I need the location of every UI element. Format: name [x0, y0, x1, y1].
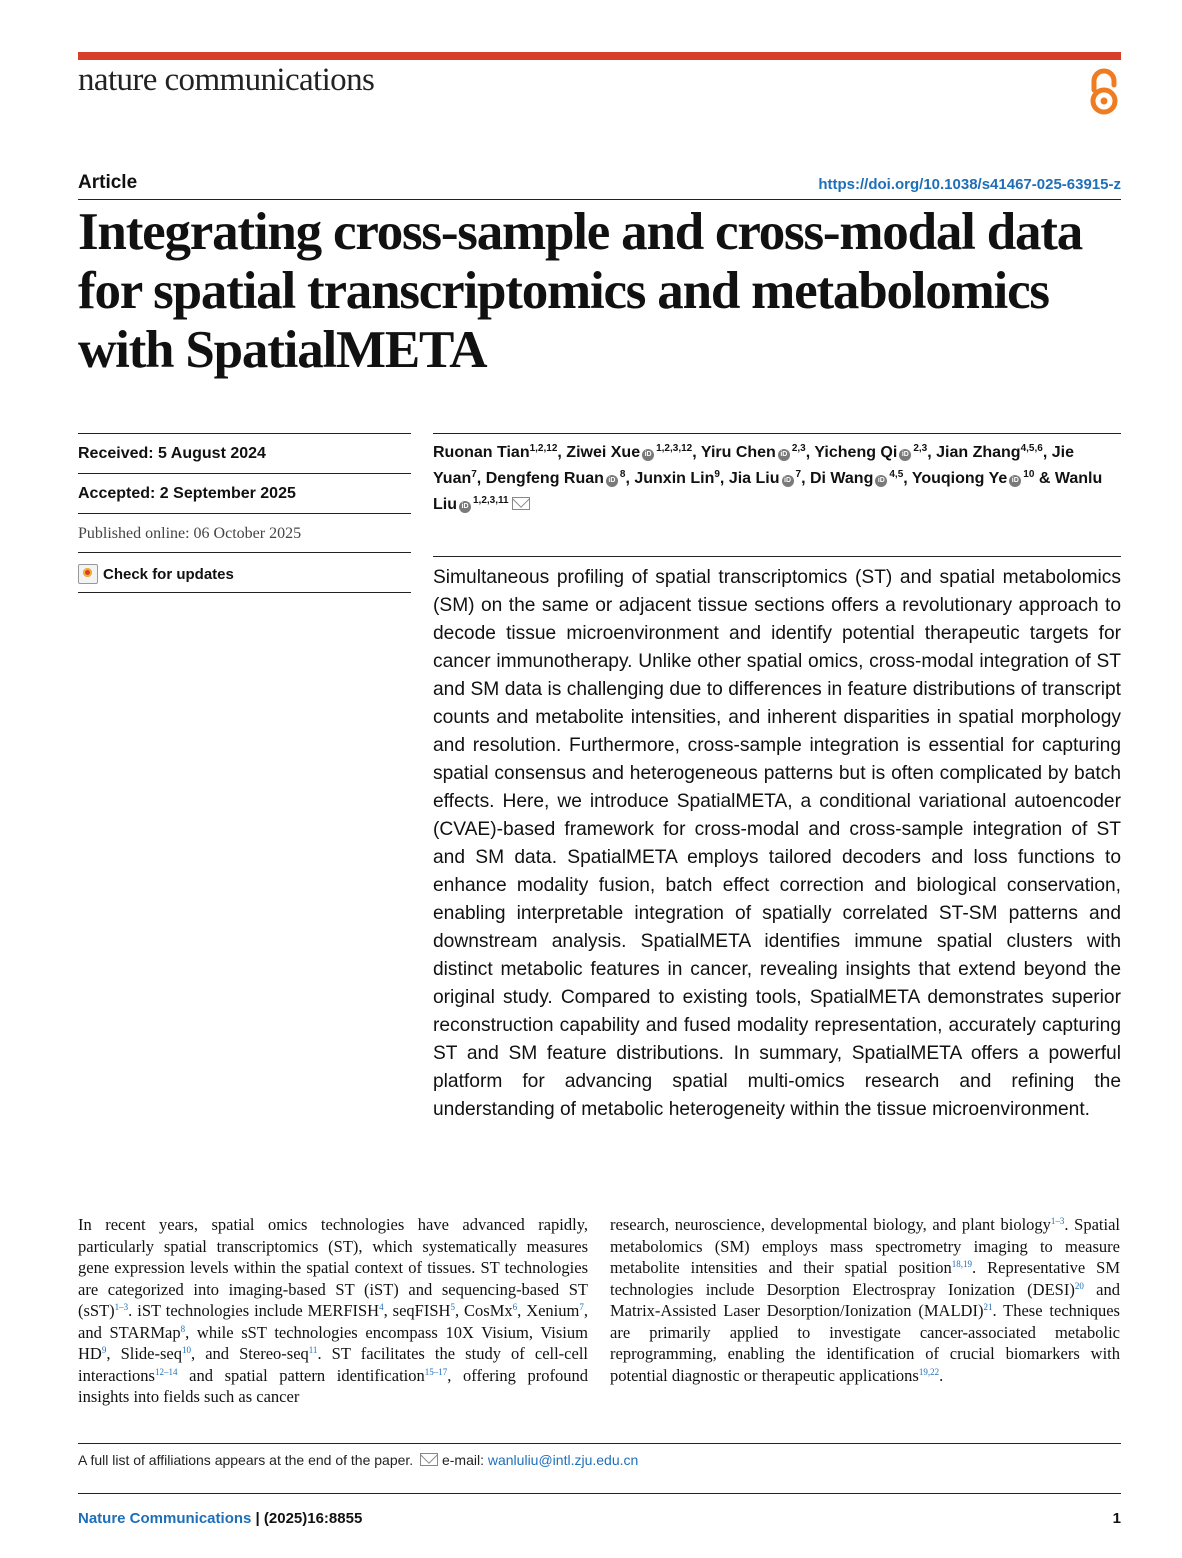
author-separator: ,: [557, 444, 567, 461]
citation-ref[interactable]: 15–17: [424, 1366, 448, 1377]
citation-ref[interactable]: 11: [308, 1345, 318, 1355]
body-text: and Matrix-Assisted Laser Desorption/Ionization (MALDI): [610, 1279, 1120, 1320]
article-type: Article: [78, 172, 138, 193]
body-column-right: [610, 1214, 1120, 1386]
abstract-rule: [433, 556, 1121, 557]
footer-journal-link[interactable]: Nature Communications: [78, 1510, 252, 1527]
author-name[interactable]: Yicheng Qi: [814, 444, 898, 461]
author-name[interactable]: Yiru Chen: [700, 444, 776, 461]
footnote: [78, 1452, 638, 1468]
author-name[interactable]: Di Wang: [809, 470, 874, 487]
author-separator: ,: [801, 470, 810, 487]
body-text: , while sST technologies encompass 10X Visium, Visium HD: [78, 1322, 588, 1363]
abstract: Simultaneous profiling of spatial transcriptomics (ST) and spatial metabolomics (SM) on the same or adjacent tissue sections offers a revolutionary approach to decode tissue microenvironment and identify potential therapeutic targets for cancer immunotherapy. Unlike other spatial omics, cross-modal integration of ST and SM data is challenging due to differences in feature distributions of transcript counts and metabolite intensities, and inherent disparities in spatial morphology and resolution. Furthermore, cross-sample integration is essential for capturing spatial consensus and heterogeneous patterns but is often complicated by batch effects. Here, we introduce SpatialMETA, a conditional variational autoencoder (CVAE)-based framework for cross-modal and cross-sample integration of ST and SM data. SpatialMETA employs tailored decoders and loss functions to enhance modality fusion, batch effect correction and biological conservation, enabling interpretable integration of spatially correlated ST-SM patterns and downstream analysis. SpatialMETA identifies immune spatial clusters with distinct metabolic features in cancer, revealing insights that extend beyond the original study. Compared to existing tools, SpatialMETA demonstrates superior reconstruction capability and fused modality representation, accurately capturing ST and SM feature distributions. In summary, SpatialMETA offers a powerful platform for advancing spatial multi-omics research and refining the understanding of metabolic heterogeneity within the tissue microenvironment.: [433, 567, 1121, 1120]
author-affiliation: 1,2,12: [529, 443, 558, 454]
check-updates-label: Check for updates: [103, 565, 234, 583]
orcid-icon[interactable]: iD: [606, 475, 618, 487]
meta-rule: [78, 433, 411, 434]
citation-ref[interactable]: 8: [180, 1323, 186, 1334]
body-text: , and STARMap: [78, 1301, 588, 1342]
doi-link[interactable]: https://doi.org/10.1038/s41467-025-63915-z: [818, 176, 1121, 193]
author-name[interactable]: Jie Yuan: [433, 444, 1074, 487]
envelope-icon: [420, 1453, 438, 1466]
author-separator: ,: [1042, 444, 1052, 461]
footer-citation: [78, 1510, 362, 1527]
page-number: 1: [1112, 1510, 1121, 1527]
author-separator: ,: [476, 470, 486, 487]
author-name[interactable]: Junxin Lin: [634, 470, 715, 487]
affiliations-note: A full list of affiliations appears at the end of the paper.: [78, 1452, 414, 1468]
published-date: Published online: 06 October 2025: [78, 525, 302, 542]
orcid-icon[interactable]: iD: [778, 449, 790, 461]
footer-volume: | (2025)16:8855: [251, 1510, 363, 1527]
body-text: . ST facilitates the study of cell-cell interactions: [78, 1344, 588, 1385]
author-affiliation: 4,5: [889, 469, 904, 480]
author-affiliation: 7: [471, 469, 477, 480]
orcid-icon[interactable]: iD: [875, 475, 887, 487]
citation-ref[interactable]: 12–14: [154, 1366, 178, 1377]
orcid-icon[interactable]: iD: [899, 449, 911, 461]
author-separator: ,: [719, 470, 729, 487]
author-affiliation: 8: [619, 469, 626, 480]
author-affiliation: 1,2,3,12: [656, 443, 693, 454]
citation-ref[interactable]: 6: [512, 1302, 518, 1312]
header-rule: [78, 199, 1121, 200]
citation-ref[interactable]: 1–3: [1050, 1216, 1065, 1226]
citation-ref[interactable]: 10: [181, 1345, 191, 1355]
citation-ref[interactable]: 19,22: [918, 1366, 940, 1377]
email-label: e-mail:: [441, 1452, 484, 1468]
email-link[interactable]: wanluliu@intl.zju.edu.cn: [487, 1452, 639, 1468]
author-separator: &: [1034, 470, 1055, 487]
author-separator: ,: [927, 444, 937, 461]
author-affiliation: 9: [714, 469, 720, 480]
received-date: Received: 5 August 2024: [78, 445, 266, 462]
citation-ref[interactable]: 21: [983, 1302, 993, 1312]
check-for-updates-button[interactable]: [78, 564, 234, 584]
body-text: . Representative SM technologies include Desorption Electrospray Ionization (DESI): [610, 1258, 1121, 1299]
author-name[interactable]: Jia Liu: [728, 470, 780, 487]
header-accent-bar: [78, 52, 1121, 60]
author-separator: ,: [625, 470, 635, 487]
body-text: . These techniques are primarily applied to investigate cancer-associated metabolic reprogramming, enabling the identification of crucial biomarkers with potential diagnostic or therapeutic applications: [610, 1301, 1120, 1385]
orcid-icon[interactable]: iD: [642, 449, 654, 461]
corresponding-email-icon[interactable]: [512, 497, 530, 510]
citation-ref[interactable]: 5: [450, 1302, 455, 1312]
author-separator: ,: [805, 444, 815, 461]
author-name[interactable]: Dengfeng Ruan: [485, 470, 604, 487]
check-updates-icon: [78, 564, 98, 584]
body-text: , and Stereo-seq: [190, 1344, 309, 1363]
citation-ref[interactable]: 20: [1074, 1280, 1084, 1291]
body-text: In recent years, spatial omics technologies have advanced rapidly, particularly spatial transcriptomics (ST), which systematically measures gene expression levels within the spatial context of tissues. ST technologies are categorized into imaging-based ST (iST) and sequencing-based ST (sST): [78, 1215, 588, 1320]
accepted-date: Accepted: 2 September 2025: [78, 485, 296, 502]
author-name[interactable]: Ruonan Tian: [433, 444, 530, 461]
body-text: , seqFISH: [383, 1301, 451, 1320]
author-name[interactable]: Ziwei Xue: [566, 444, 641, 461]
body-text: .: [939, 1365, 944, 1385]
author-name[interactable]: Jian Zhang: [936, 444, 1021, 461]
author-affiliation: 7: [795, 469, 802, 480]
footnote-rule: [78, 1443, 1121, 1444]
body-text: research, neuroscience, developmental biology, and plant biology: [610, 1215, 1051, 1234]
meta-rule: [78, 592, 411, 593]
body-text: , offering profound insights into fields such as cancer: [78, 1365, 588, 1406]
orcid-icon[interactable]: iD: [1009, 475, 1021, 487]
author-separator: ,: [692, 444, 701, 461]
author-affiliation: 2,3: [913, 443, 928, 454]
author-separator: ,: [903, 470, 912, 487]
body-text: , Xenium: [517, 1301, 580, 1320]
orcid-icon[interactable]: iD: [782, 475, 794, 487]
footer-rule: [78, 1493, 1121, 1494]
meta-rule: [78, 552, 411, 553]
body-text: . Spatial metabolomics (SM) employs mass spectrometry imaging to measure metabolite intensities and their spatial position: [610, 1215, 1120, 1277]
citation-ref[interactable]: 18,19: [951, 1259, 973, 1269]
citation-ref[interactable]: 7: [579, 1302, 584, 1312]
author-affiliation: 2,3: [791, 443, 806, 454]
body-text: , Slide-seq: [106, 1344, 182, 1363]
body-column-left: [78, 1214, 588, 1408]
author-affiliation: 1,2,3,11: [473, 495, 509, 506]
author-name[interactable]: Youqiong Ye: [911, 470, 1008, 487]
author-affiliation: 10: [1023, 469, 1035, 480]
citation-ref[interactable]: 9: [101, 1345, 107, 1355]
meta-rule: [78, 513, 411, 514]
body-text: . iST technologies include MERFISH: [128, 1301, 380, 1320]
orcid-icon[interactable]: iD: [459, 501, 471, 513]
body-text: , CosMx: [454, 1301, 513, 1320]
meta-rule: [78, 473, 411, 474]
authors-rule: [433, 433, 1121, 434]
open-access-icon: [1086, 68, 1122, 116]
author-list: [433, 440, 1121, 518]
article-title: Integrating cross-sample and cross-modal data for spatial transcriptomics and metabolomics with SpatialMETA: [78, 203, 1083, 379]
citation-ref[interactable]: 1–3: [114, 1302, 129, 1312]
author-name[interactable]: Wanlu Liu: [433, 470, 1103, 513]
body-text: and spatial pattern identification: [177, 1365, 425, 1385]
author-affiliation: 4,5,6: [1020, 443, 1043, 454]
citation-ref[interactable]: 4: [379, 1302, 384, 1312]
journal-name[interactable]: nature communications: [78, 62, 375, 98]
